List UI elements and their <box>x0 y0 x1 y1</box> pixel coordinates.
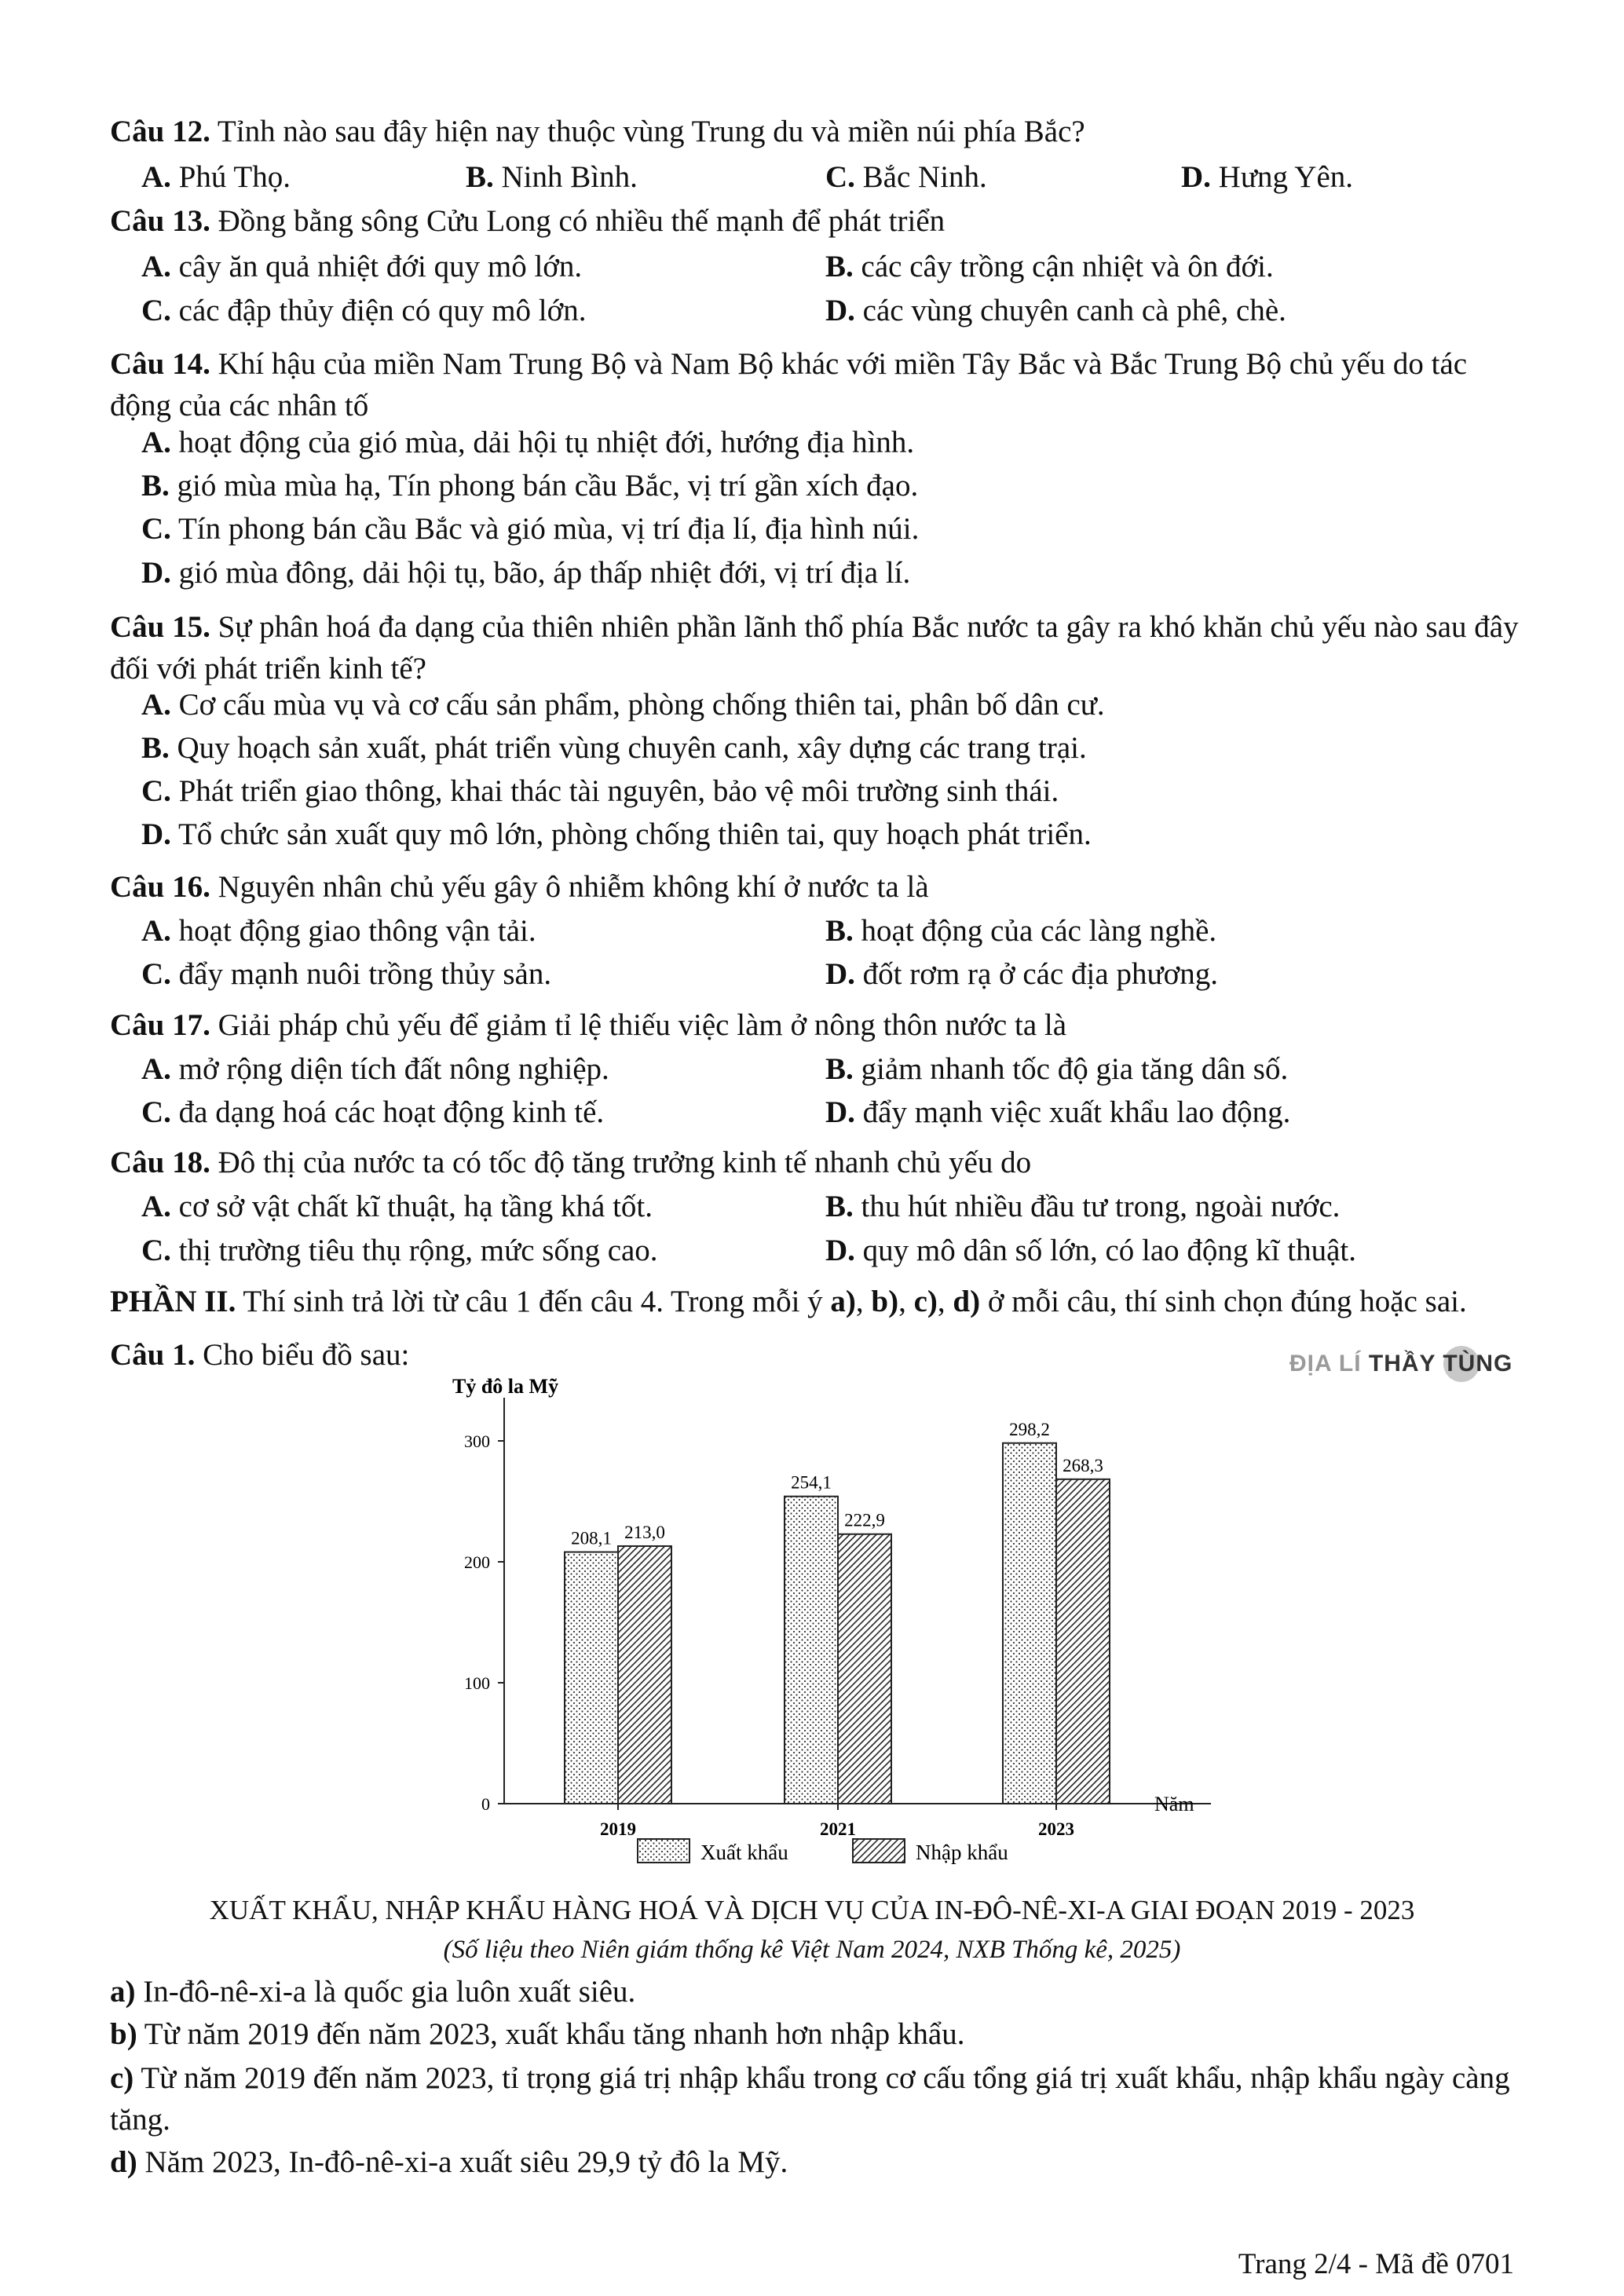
option-d: D. quy mô dân số lớn, có lao động kĩ thuật. <box>825 1234 1356 1267</box>
x-tick-label: 2019 <box>600 1819 636 1839</box>
question-text: Đô thị của nước ta có tốc độ tăng trưởng kinh tế nhanh chủ yếu do <box>210 1146 1032 1179</box>
option-b: B. Ninh Bình. <box>466 160 638 194</box>
option-c: C. Tín phong bán cầu Bắc và gió mùa, vị trí địa lí, địa hình núi. <box>141 512 920 546</box>
bar-export <box>565 1552 618 1804</box>
bar-export <box>1003 1443 1056 1804</box>
option-a: A. mở rộng diện tích đất nông nghiệp. <box>141 1052 609 1086</box>
option-d: D. Tổ chức sản xuất quy mô lớn, phòng chống thiên tai, quy hoạch phát triển. <box>141 817 1092 851</box>
question-label: Câu 15. <box>110 610 210 644</box>
option-c: C. thị trường tiêu thụ rộng, mức sống cao. <box>141 1234 658 1267</box>
option-a: A. Phú Thọ. <box>141 160 291 194</box>
option-c: C. đa dạng hoá các hoạt động kinh tế. <box>141 1095 605 1129</box>
option-b: B. gió mùa mùa hạ, Tín phong bán cầu Bắc, vị trí gần xích đạo. <box>141 469 919 503</box>
part-label: PHẦN II. <box>110 1285 236 1318</box>
statement-b: b) Từ năm 2019 đến năm 2023, xuất khẩu tăng nhanh hơn nhập khẩu. <box>110 2017 965 2051</box>
part-2-instructions: PHẦN II. Thí sinh trả lời từ câu 1 đến câu 4. Trong mỗi ý a), b), c), d) ở mỗi câu, thí sinh chọn đúng hoặc sai. <box>110 1285 1467 1318</box>
question-15 <box>110 606 1523 689</box>
x-tick-label: 2023 <box>1038 1819 1074 1839</box>
question-text: Đồng bằng sông Cửu Long có nhiều thế mạnh để phát triển <box>210 204 946 238</box>
legend-swatch-import <box>853 1839 905 1863</box>
statement-a: a) In-đô-nê-xi-a là quốc gia luôn xuất siêu. <box>110 1975 636 2009</box>
x-axis-label: Năm <box>1154 1793 1194 1815</box>
bar-value-label: 208,1 <box>571 1528 612 1548</box>
question-label: Câu 13. <box>110 204 210 238</box>
bar-value-label: 222,9 <box>844 1510 885 1530</box>
author-logo: ĐỊA LÍ THẦY TÙNG <box>1289 1351 1513 1377</box>
question-18 <box>110 1143 1031 1183</box>
question-16 <box>110 867 929 908</box>
chart-caption: XUẤT KHẨU, NHẬP KHẨU HÀNG HOÁ VÀ DỊCH VỤ CỦA IN-ĐÔ-NÊ-XI-A GIAI ĐOẠN 2019 - 2023 <box>209 1895 1415 1925</box>
question-13 <box>110 201 945 242</box>
option-a: A. Cơ cấu mùa vụ và cơ cấu sản phẩm, phòng chống thiên tai, phân bố dân cư. <box>141 688 1105 722</box>
option-c: C. Bắc Ninh. <box>825 160 987 194</box>
y-axis-label: Tỷ đô la Mỹ <box>452 1375 559 1398</box>
bar-chart <box>424 1366 1241 1900</box>
question-label: Câu 14. <box>110 347 210 381</box>
question-label: Câu 16. <box>110 870 210 904</box>
option-b: B. Quy hoạch sản xuất, phát triển vùng chuyên canh, xây dựng các trang trại. <box>141 731 1087 765</box>
option-a: A. cây ăn quả nhiệt đới quy mô lớn. <box>141 250 583 283</box>
question-text: Cho biểu đồ sau: <box>195 1338 410 1372</box>
option-d: D. đốt rơm rạ ở các địa phương. <box>825 957 1218 991</box>
bar-value-label: 254,1 <box>791 1472 832 1493</box>
option-a: A. hoạt động giao thông vận tải. <box>141 914 536 948</box>
y-tick-label: 200 <box>464 1552 490 1572</box>
option-d: D. gió mùa đông, dải hội tụ, bão, áp thấp nhiệt đới, vị trí địa lí. <box>141 556 911 590</box>
option-c: C. các đập thủy điện có quy mô lớn. <box>141 294 587 327</box>
chart-source: (Số liệu theo Niên giám thống kê Việt Nam 2024, NXB Thống kê, 2025) <box>443 1936 1181 1964</box>
option-b: B. thu hút nhiều đầu tư trong, ngoài nước. <box>825 1190 1341 1223</box>
y-tick-label: 0 <box>481 1794 490 1814</box>
question-text: Tỉnh nào sau đây hiện nay thuộc vùng Trung du và miền núi phía Bắc? <box>210 115 1085 148</box>
bar-import <box>838 1534 891 1804</box>
option-b: B. hoạt động của các làng nghề. <box>825 914 1217 948</box>
bar-export <box>785 1497 838 1804</box>
y-tick-label: 100 <box>464 1673 490 1693</box>
option-d: D. đẩy mạnh việc xuất khẩu lao động. <box>825 1095 1291 1129</box>
question-12 <box>110 112 1085 152</box>
statement-d: d) Năm 2023, In-đô-nê-xi-a xuất siêu 29,9 tỷ đô la Mỹ. <box>110 2145 788 2179</box>
option-d: D. các vùng chuyên canh cà phê, chè. <box>825 294 1286 327</box>
bar-value-label: 213,0 <box>624 1522 665 1542</box>
option-b: B. giảm nhanh tốc độ gia tăng dân số. <box>825 1052 1289 1086</box>
option-c: C. đẩy mạnh nuôi trồng thủy sản. <box>141 957 552 991</box>
bar-value-label: 298,2 <box>1009 1419 1050 1439</box>
bar-import <box>1056 1479 1110 1804</box>
option-a: A. cơ sở vật chất kĩ thuật, hạ tầng khá tốt. <box>141 1190 653 1223</box>
question-14 <box>110 343 1523 426</box>
statement-c: c) Từ năm 2019 đến năm 2023, tỉ trọng giá trị nhập khẩu trong cơ cấu tổng giá trị xuất khẩu, nhập khẩu ngày càng tăng. <box>110 2061 1510 2137</box>
question-text: Giải pháp chủ yếu để giảm tỉ lệ thiếu việc làm ở nông thôn nước ta là <box>210 1008 1067 1042</box>
page-footer: Trang 2/4 - Mã đề 0701 <box>1238 2248 1514 2280</box>
legend-label: Nhập khẩu <box>916 1841 1008 1864</box>
legend-label: Xuất khẩu <box>700 1841 788 1864</box>
question-label: Câu 1. <box>110 1338 196 1372</box>
question-17 <box>110 1005 1066 1046</box>
bar-value-label: 268,3 <box>1063 1455 1103 1475</box>
question-label: Câu 17. <box>110 1008 210 1042</box>
option-c: C. Phát triển giao thông, khai thác tài nguyên, bảo vệ môi trường sinh thái. <box>141 774 1059 808</box>
question-text: Nguyên nhân chủ yếu gây ô nhiễm không khí ở nước ta là <box>210 870 929 904</box>
question-label: Câu 12. <box>110 115 210 148</box>
legend-swatch-export <box>638 1839 689 1863</box>
question-text: Sự phân hoá đa dạng của thiên nhiên phần lãnh thổ phía Bắc nước ta gây ra khó khăn chủ yếu nào sau đây đối với phát triển kinh tế? <box>110 610 1519 686</box>
question-text: Khí hậu của miền Nam Trung Bộ và Nam Bộ khác với miền Tây Bắc và Bắc Trung Bộ chủ yếu do tác động của các nhân tố <box>110 347 1468 422</box>
option-b: B. các cây trồng cận nhiệt và ôn đới. <box>825 250 1274 283</box>
y-tick-label: 300 <box>464 1431 490 1451</box>
question-1 <box>110 1335 409 1376</box>
option-a: A. hoạt động của gió mùa, dải hội tụ nhiệt đới, hướng địa hình. <box>141 426 915 459</box>
option-d: D. Hưng Yên. <box>1181 160 1354 194</box>
bar-import <box>618 1546 671 1804</box>
question-label: Câu 18. <box>110 1146 210 1179</box>
x-tick-label: 2021 <box>820 1819 856 1839</box>
